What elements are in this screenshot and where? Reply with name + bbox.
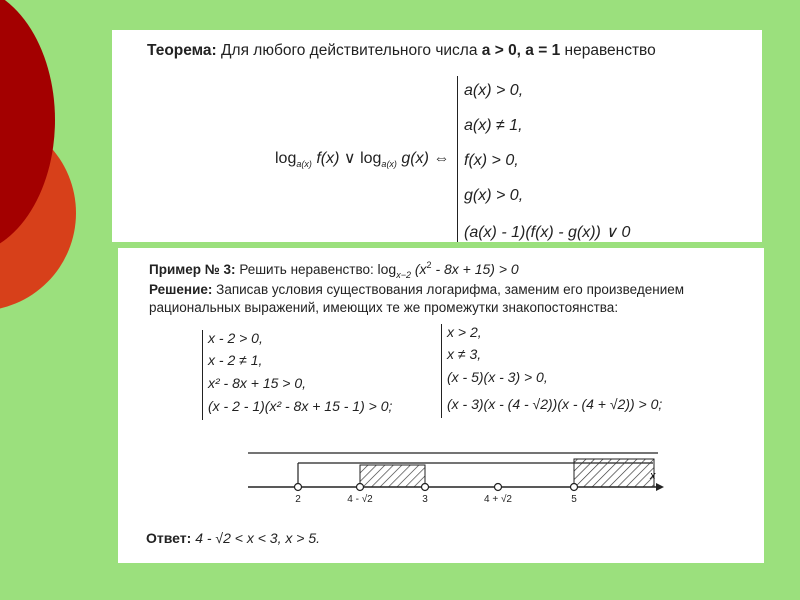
theorem-condition: a > 0, a = 1 <box>481 42 561 59</box>
axis-arrow <box>656 483 664 491</box>
log-base-2: a(x) <box>381 159 397 169</box>
tick-label-5: 5 <box>571 494 577 505</box>
tick-label-2: 2 <box>295 494 301 505</box>
tick-label-3: 3 <box>422 494 428 505</box>
solution-line-1 <box>149 282 684 297</box>
g-of-x: g(x) <box>401 150 429 167</box>
right-system-line-1: x > 2, <box>447 324 482 340</box>
answer-label: Ответ: <box>146 530 192 546</box>
point-2 <box>295 484 302 491</box>
theorem-system-line-4: g(x) > 0, <box>464 187 524 204</box>
right-system-brace <box>441 324 442 418</box>
axis-label: x <box>650 470 656 482</box>
right-system-line-3: (x - 5)(x - 3) > 0, <box>447 369 548 385</box>
theorem-log-expression <box>275 148 449 169</box>
example-heading <box>149 260 519 280</box>
left-system-line-1: x - 2 > 0, <box>208 330 263 346</box>
right-system-line-2: x ≠ 3, <box>447 346 482 362</box>
theorem-statement <box>147 42 656 60</box>
point-4-minus-sqrt2 <box>357 484 364 491</box>
left-system-line-2: x - 2 ≠ 1, <box>208 352 263 368</box>
vee-symbol: ∨ <box>343 150 356 167</box>
left-system-line-4: (x - 2 - 1)(x² - 8x + 15 - 1) > 0; <box>208 398 393 414</box>
left-system-line-3: x² - 8x + 15 > 0, <box>208 375 307 391</box>
log-base-1: a(x) <box>296 159 312 169</box>
theorem-text-before: Для любого действительного числа <box>221 42 478 59</box>
solution-text-1: Записав условия существования логарифма, заменим его произведением <box>216 282 685 297</box>
system-brace <box>457 76 458 242</box>
log-symbol-2: log <box>360 150 382 167</box>
answer-text: 4 - √2 < x < 3, x > 5. <box>195 530 320 546</box>
theorem-system-line-2: a(x) ≠ 1, <box>464 117 523 134</box>
point-4-plus-sqrt2 <box>495 484 502 491</box>
theorem-system-line-5: (a(x) - 1)(f(x) - g(x)) ∨ 0 <box>464 224 631 241</box>
example-inequality: $\log_{x-2} (x^2 - 8x + 15) > 0$ <box>377 260 519 280</box>
theorem-text-after: неравенство <box>564 42 656 59</box>
theorem-system-line-3: f(x) > 0, <box>464 152 519 169</box>
log-symbol: log <box>275 150 297 167</box>
point-5 <box>571 484 578 491</box>
tick-label-4-minus-sqrt2: 4 - √2 <box>347 494 373 505</box>
answer-line <box>146 530 320 546</box>
theorem-system-line-1: a(x) > 0, <box>464 82 524 99</box>
equivalence-symbol: ⇔ <box>433 150 450 167</box>
right-system-line-4: (x - 3)(x - (4 - √2))(x - (4 + √2)) > 0; <box>447 396 663 412</box>
theorem-label: Теорема: <box>147 42 217 59</box>
left-system-brace <box>202 330 203 420</box>
solution-label: Решение: <box>149 282 213 297</box>
example-card <box>118 248 764 563</box>
tick-label-4-plus-sqrt2: 4 + √2 <box>483 494 512 505</box>
example-label: Пример № 3: <box>149 262 236 277</box>
point-3 <box>422 484 429 491</box>
f-of-x: f(x) <box>316 150 340 167</box>
example-task: Решить неравенство: <box>239 262 374 277</box>
answer-interval-1 <box>360 465 425 487</box>
solution-line-2: рациональных выражений, имеющих те же промежутки знакопостоянства: <box>149 300 619 315</box>
theorem-card <box>112 30 762 242</box>
answer-interval-2 <box>574 459 654 487</box>
